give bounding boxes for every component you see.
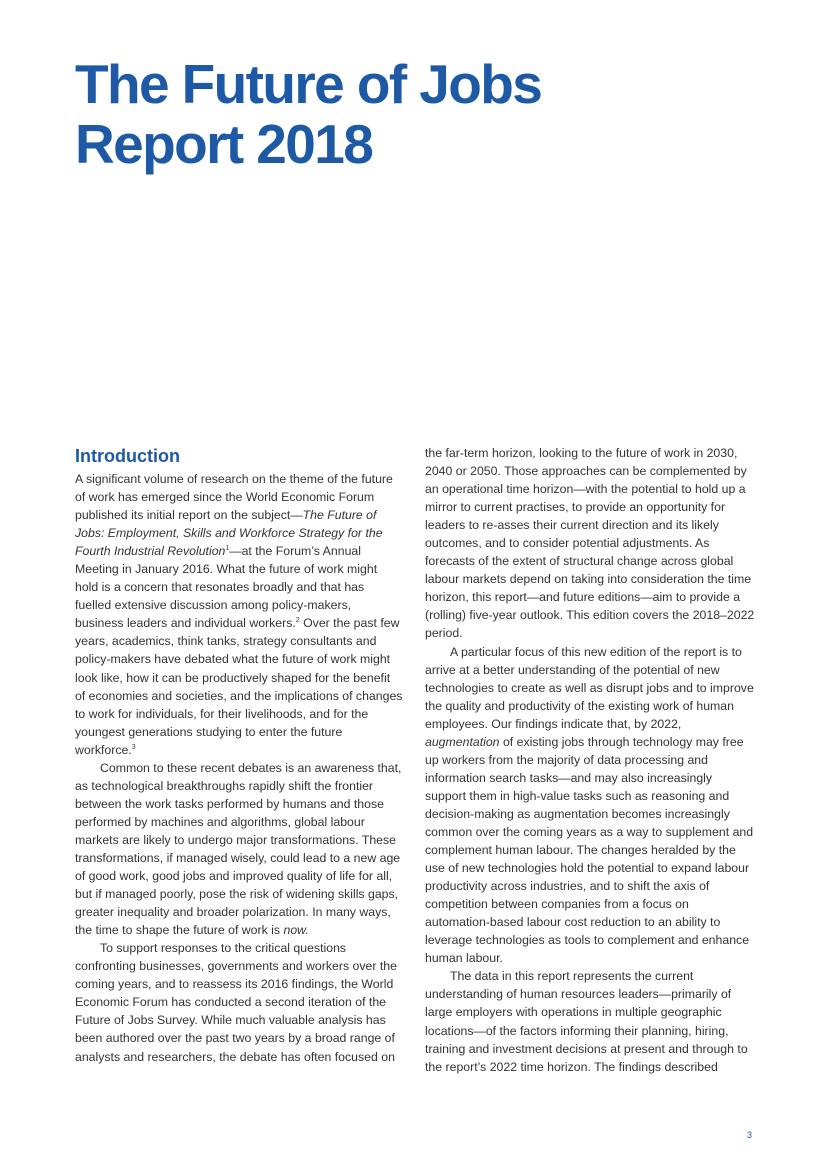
title-line-2: Report 2018 (75, 113, 373, 175)
footnote-ref: 2 (295, 617, 300, 625)
paragraph (75, 470, 403, 759)
paragraph-text: —at the Forum’s Annual Meeting in January 2016. What the future of work might hold is a concern that resonates broadly and that has fuelled extensive discussion among policy-makers, business leaders and individual workers. (75, 544, 378, 631)
section-heading: Introduction (75, 446, 180, 466)
cited-report-title: The Future of Jobs: Employment, Skills and Workforce Strategy for the Fourth Industrial Revolution (75, 508, 383, 559)
paragraph (425, 643, 755, 968)
paragraph-text: of existing jobs through technology may free up workers from the majority of data processing and information search tasks—and may also increasingly support them in high-value tasks such as reasoning and decision-making as augmentation becomes increasingly common over the coming years as a way to supplement and complement human labour. The changes heralded by the use of new technologies hold the potential to expand labour productivity across industries, and to shift the axis of competition between companies from a focus on automation-based labour cost reduction to an ability to leverage technologies as tools to complement and enhance human labour. (425, 734, 754, 966)
paragraph-text: Over the past few years, academics, think tanks, strategy consultants and policy-makers have debated what the future of work might look like, how it can be productively shaped for the benefit of economies and societies, and the implications of changes to work for individuals, for their livelihoods, and for the youngest generations studying to enter the future workforce. (75, 616, 403, 757)
emphasis-text: augmentation (425, 734, 500, 749)
paragraph: the far-term horizon, looking to the future of work in 2030, 2040 or 2050. Those approaches can be complemented by an operational time horizon—with the potential to hold up a mirror to current practises, to provide an opportunity for leaders to re-asses their current direction and its likely outcomes, and to consider potential adjustments. As forecasts of the extent of structural change across global labour markets depend on taking into consideration the time horizon, this report—and future editions—aim to provide a (rolling) five-year outlook. This edition covers the 2018–2022 period. (425, 446, 755, 641)
page-number: 3 (746, 1130, 752, 1140)
paragraph: The data in this report represents the current understanding of human resources leaders—primarily of large employers with operations in multiple geographic locations—of the factors informing their planning, hiring, training and investment decisions at present and through to the report’s 2022 time horizon. The findings described (425, 969, 748, 1074)
paragraph-text: Common to these recent debates is an awareness that, as technological breakthroughs rapidly shift the frontier between the work tasks performed by humans and those performed by machines and algorithms, global labour markets are likely to undergo major transformations. These transformations, if managed wisely, could lead to a new age of good work, good jobs and improved quality of life for all, but if managed poorly, pose the risk of widening skills gaps, greater inequality and broader polarization. In many ways, the time to shape the future of work is (75, 760, 402, 938)
footnote-ref: 3 (131, 743, 136, 751)
report-title (75, 54, 541, 174)
paragraph: To support responses to the critical questions confronting businesses, governments and workers over the coming years, and to reassess its 2016 findings, the World Economic Forum has conducted a second iteration of the Future of Jobs Survey. While much valuable analysis has been authored over the past two years by a broad range of analysts and researchers, the debate has often focused on (75, 941, 397, 1064)
left-column (75, 444, 403, 1066)
paragraph-text: A significant volume of research on the theme of the future of work has emerged since the World Economic Forum published its initial report on the subject— (75, 472, 393, 523)
footnote-ref: 1 (225, 545, 230, 553)
right-column (425, 444, 755, 1076)
paragraph-text: A particular focus of this new edition of the report is to arrive at a better understanding of the potential of new technologies to create as well as disrupt jobs and to improve the quality and productivity of the existing work of human employees. Our findings indicate that, by 2022, (425, 644, 754, 731)
paragraph (75, 759, 403, 939)
title-line-1: The Future of Jobs (75, 53, 542, 115)
emphasis-text: now. (283, 923, 309, 938)
